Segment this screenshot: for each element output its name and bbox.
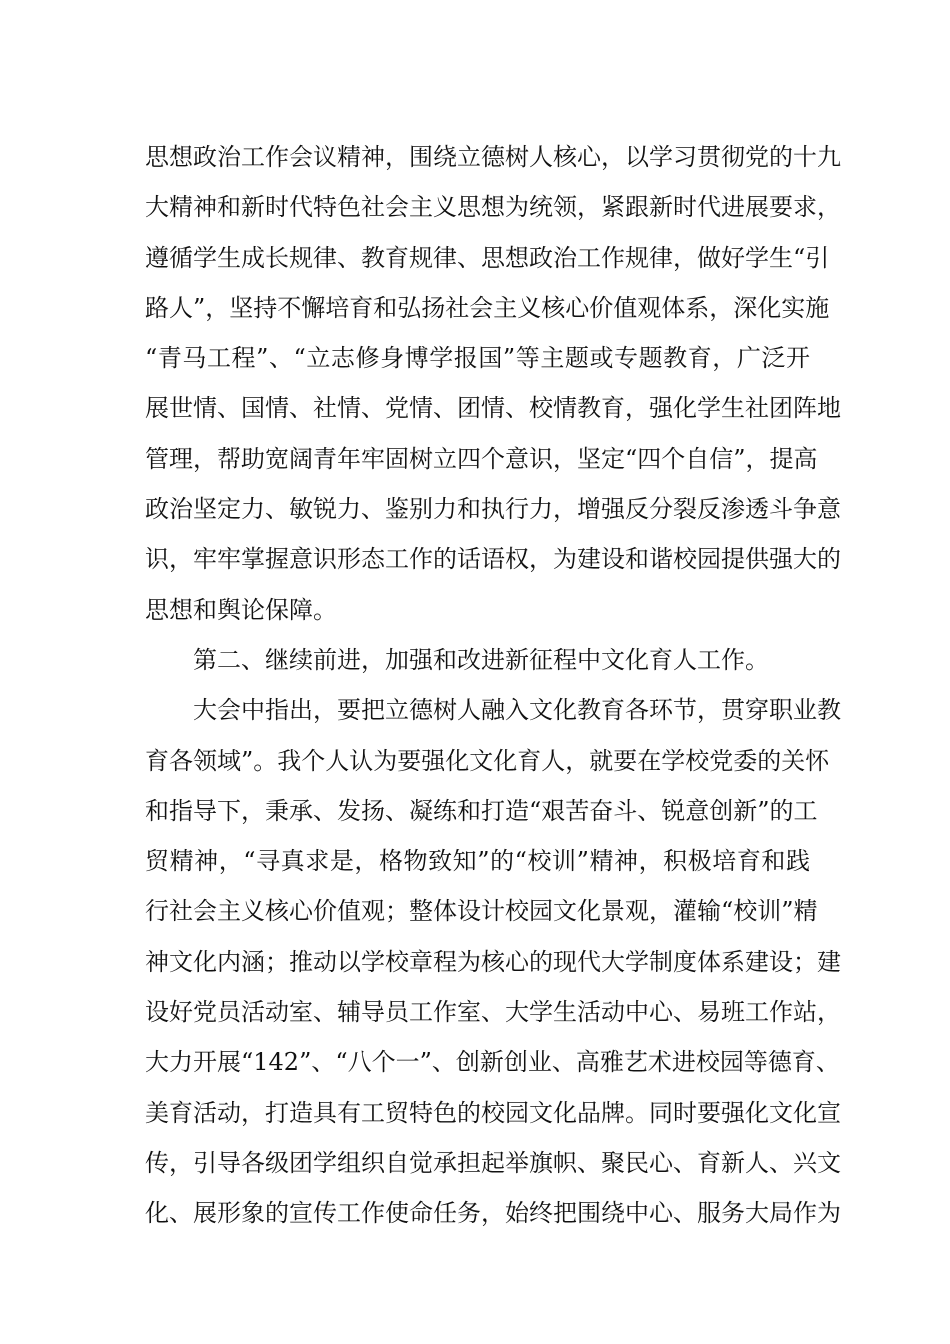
text-line: 设好党员活动室、辅导员工作室、大学生活动中心、易班工作站， [145,998,841,1027]
body-text [145,132,841,1239]
text-line: 展世情、国情、社情、党情、团情、校情教育，强化学生社团阵地 [145,394,841,423]
text-line: 路人”，坚持不懈培育和弘扬社会主义核心价值观体系，深化实施 [145,293,830,322]
text-line: 识，牢牢掌握意识形态工作的话语权，为建设和谐校园提供强大的 [145,545,841,574]
text-line: 管理，帮助宽阔青年牢固树立四个意识，坚定“四个自信”，提高 [145,444,818,473]
text-line: 大精神和新时代特色社会主义思想为统领，紧跟新时代进展要求， [145,193,841,222]
section-heading: 第二、继续前进，加强和改进新征程中文化育人工作。 [193,645,769,674]
text-line: 遵循学生成长规律、教育规律、思想政治工作规律，做好学生“引 [145,243,830,272]
text-line: 政治坚定力、敏锐力、鉴别力和执行力，增强反分裂反渗透斗争意 [145,495,841,524]
paragraph-first-line: 大会中指出，要把立德树人融入文化教育各环节，贯穿职业教 [193,696,841,725]
text-line: 化、展形象的宣传工作使命任务，始终把围绕中心、服务大局作为 [145,1199,841,1228]
text-line: 行社会主义核心价值观；整体设计校园文化景观，灌输“校训”精 [145,897,818,926]
text-line: 贸精神，“寻真求是，格物致知”的“校训”精神，积极培育和践 [145,847,810,876]
text-line: 美育活动，打造具有工贸特色的校园文化品牌。同时要强化文化宣 [145,1098,841,1127]
text-line: 思想政治工作会议精神，围绕立德树人核心，以学习贯彻党的十九 [145,143,841,171]
text-line: “青马工程”、“立志修身博学报国”等主题或专题教育，广泛开 [145,344,810,373]
text-line: 传，引导各级团学组织自觉承担起举旗帜、聚民心、育新人、兴文 [145,1148,841,1177]
text-line: 大力开展“142”、“八个一”、创新创业、高雅艺术进校园等德育、 [145,1048,840,1077]
paragraph-end-line: 思想和舆论保障。 [145,595,337,624]
text-line: 神文化内涵；推动以学校章程为核心的现代大学制度体系建设；建 [145,947,841,976]
text-line: 育各领域”。我个人认为要强化文化育人，就要在学校党委的关怀 [145,746,830,775]
text-line: 和指导下，秉承、发扬、凝练和打造“艰苦奋斗、锐意创新”的工 [145,796,818,825]
